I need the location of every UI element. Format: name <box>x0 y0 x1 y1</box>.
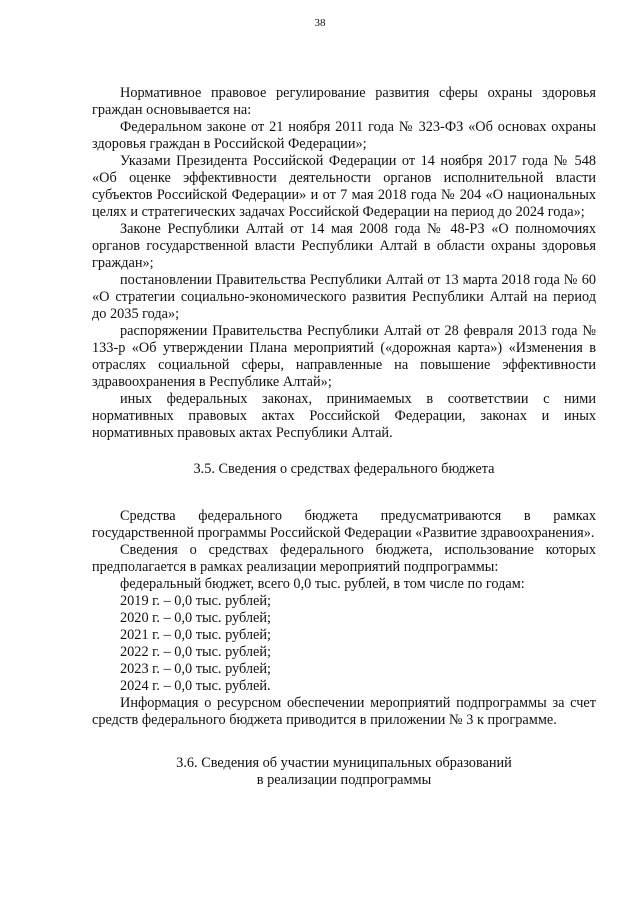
paragraph: постановлении Правительства Республики Алтай от 13 марта 2018 года № 60 «О стратегии социально-экономического развития Республики Алтай на период до 2035 года»; <box>92 272 596 322</box>
budget-year-line: 2019 г. – 0,0 тыс. рублей; <box>120 593 272 609</box>
section-heading-3-5: 3.5. Сведения о средствах федерального бюджета <box>193 461 495 477</box>
budget-year-line: 2021 г. – 0,0 тыс. рублей; <box>120 627 272 643</box>
paragraph: федеральный бюджет, всего 0,0 тыс. рублей, в том числе по годам: <box>120 576 525 592</box>
paragraph: Нормативное правовое регулирование развития сферы охраны здоровья граждан основывается на: <box>92 85 596 118</box>
paragraph: Средства федерального бюджета предусматриваются в рамках государственной программы Российской Федерации «Развитие здравоохранения». <box>92 508 596 541</box>
paragraph: Сведения о средствах федерального бюджета, использование которых предполагается в рамках реализации мероприятий подпрограммы: <box>92 542 596 575</box>
budget-year-line: 2020 г. – 0,0 тыс. рублей; <box>120 610 272 626</box>
paragraph: Информация о ресурсном обеспечении мероприятий подпрограммы за счет средств федерального бюджета приводится в приложении № 3 к программе. <box>92 695 596 728</box>
page-number: 38 <box>314 17 326 29</box>
section-heading-3-6 <box>92 755 596 789</box>
paragraph: Указами Президента Российской Федерации от 14 ноября 2017 года № 548 «Об оценке эффективности деятельности органов исполнительной власти субъектов Российской Федерации» и от 7 мая 2018 года № 204 «О национальных целях и стратегических задачах Российской Федерации на период до 2024 года»; <box>92 153 596 220</box>
heading-line: 3.6. Сведения об участии муниципальных образований <box>176 755 512 771</box>
paragraph: распоряжении Правительства Республики Алтай от 28 февраля 2013 года № 133-р «Об утверждении Плана мероприятий («дорожная карта») «Изменения в отраслях социальной сферы, направленные на повышение эффективности здравоохранения в Республике Алтай»; <box>92 323 596 390</box>
budget-year-line: 2022 г. – 0,0 тыс. рублей; <box>120 644 272 660</box>
paragraph: Федеральном законе от 21 ноября 2011 года № 323-ФЗ «Об основах охраны здоровья граждан в Российской Федерации»; <box>92 119 596 152</box>
budget-year-line: 2023 г. – 0,0 тыс. рублей; <box>120 661 272 677</box>
page-body <box>92 85 596 789</box>
budget-year-line: 2024 г. – 0,0 тыс. рублей. <box>120 678 271 694</box>
heading-line: в реализации подпрограммы <box>256 772 432 788</box>
paragraph: иных федеральных законах, принимаемых в соответствии с ними нормативных правовых актах Российской Федерации, законах и иных нормативных правовых актах Республики Алтай. <box>92 391 596 441</box>
paragraph: Законе Республики Алтай от 14 мая 2008 года № 48-РЗ «О полномочиях органов государственной власти Республики Алтай в области охраны здоровья граждан»; <box>92 221 596 271</box>
